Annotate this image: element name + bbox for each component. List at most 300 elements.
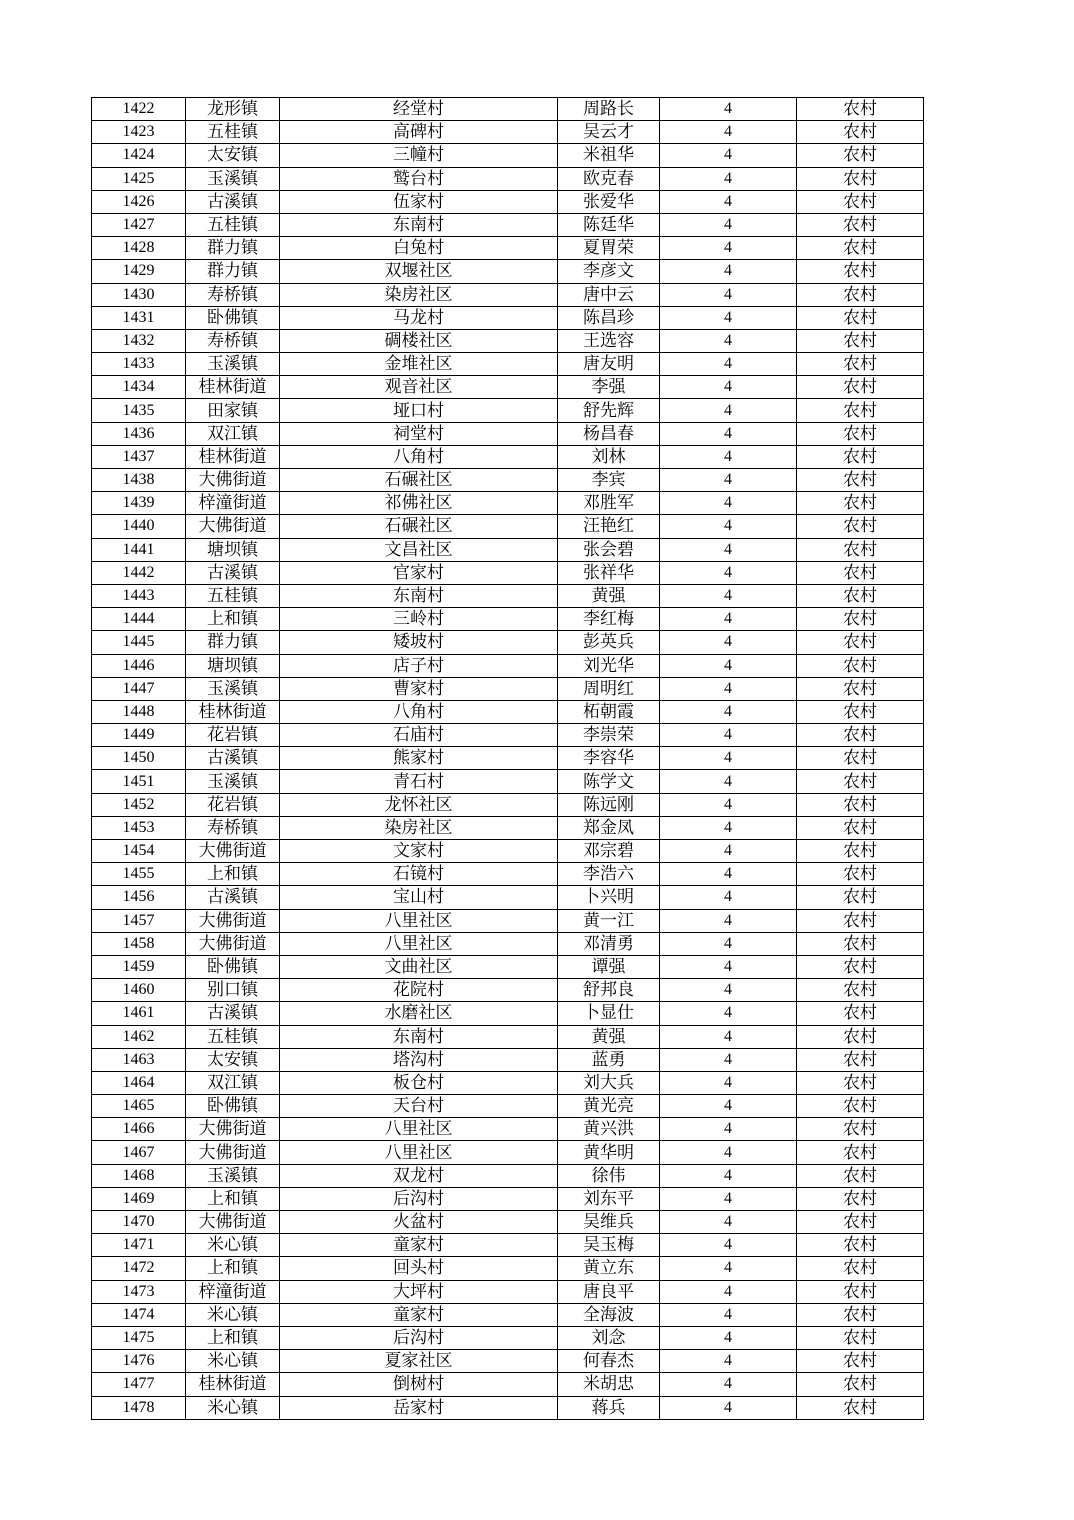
village-cell: 童家村 bbox=[280, 1303, 558, 1326]
serial-number-cell: 1434 bbox=[92, 376, 186, 399]
serial-number-cell: 1460 bbox=[92, 979, 186, 1002]
township-cell: 上和镇 bbox=[186, 863, 280, 886]
serial-number-cell: 1444 bbox=[92, 608, 186, 631]
serial-number-cell: 1427 bbox=[92, 213, 186, 236]
township-cell: 古溪镇 bbox=[186, 886, 280, 909]
count-cell: 4 bbox=[660, 515, 797, 538]
serial-number-cell: 1475 bbox=[92, 1326, 186, 1349]
name-cell: 卜显仕 bbox=[558, 1002, 660, 1025]
township-cell: 群力镇 bbox=[186, 237, 280, 260]
category-cell: 农村 bbox=[797, 1141, 924, 1164]
count-cell: 4 bbox=[660, 1141, 797, 1164]
township-cell: 寿桥镇 bbox=[186, 329, 280, 352]
township-cell: 上和镇 bbox=[186, 1257, 280, 1280]
table-row bbox=[92, 631, 924, 654]
township-cell: 米心镇 bbox=[186, 1303, 280, 1326]
category-cell: 农村 bbox=[797, 1071, 924, 1094]
category-cell: 农村 bbox=[797, 492, 924, 515]
township-cell: 古溪镇 bbox=[186, 561, 280, 584]
village-cell: 东南村 bbox=[280, 584, 558, 607]
table-row bbox=[92, 1303, 924, 1326]
count-cell: 4 bbox=[660, 909, 797, 932]
serial-number-cell: 1422 bbox=[92, 98, 186, 121]
category-cell: 农村 bbox=[797, 213, 924, 236]
name-cell: 李崇荣 bbox=[558, 724, 660, 747]
table-row bbox=[92, 979, 924, 1002]
name-cell: 李彦文 bbox=[558, 260, 660, 283]
count-cell: 4 bbox=[660, 1048, 797, 1071]
township-cell: 大佛街道 bbox=[186, 932, 280, 955]
category-cell: 农村 bbox=[797, 1211, 924, 1234]
village-cell: 八里社区 bbox=[280, 909, 558, 932]
table-row bbox=[92, 1141, 924, 1164]
name-cell: 李浩六 bbox=[558, 863, 660, 886]
township-cell: 桂林街道 bbox=[186, 376, 280, 399]
count-cell: 4 bbox=[660, 167, 797, 190]
township-cell: 米心镇 bbox=[186, 1396, 280, 1419]
name-cell: 刘林 bbox=[558, 445, 660, 468]
village-cell: 祠堂村 bbox=[280, 422, 558, 445]
township-cell: 双江镇 bbox=[186, 422, 280, 445]
count-cell: 4 bbox=[660, 700, 797, 723]
count-cell: 4 bbox=[660, 260, 797, 283]
name-cell: 郑金凤 bbox=[558, 816, 660, 839]
name-cell: 黄立东 bbox=[558, 1257, 660, 1280]
village-cell: 岳家村 bbox=[280, 1396, 558, 1419]
serial-number-cell: 1451 bbox=[92, 770, 186, 793]
table-row bbox=[92, 422, 924, 445]
serial-number-cell: 1470 bbox=[92, 1211, 186, 1234]
table-row bbox=[92, 121, 924, 144]
table-row bbox=[92, 1071, 924, 1094]
table-row bbox=[92, 1095, 924, 1118]
table-row bbox=[92, 213, 924, 236]
category-cell: 农村 bbox=[797, 979, 924, 1002]
name-cell: 欧克春 bbox=[558, 167, 660, 190]
table-row bbox=[92, 1164, 924, 1187]
count-cell: 4 bbox=[660, 584, 797, 607]
count-cell: 4 bbox=[660, 1187, 797, 1210]
village-cell: 东南村 bbox=[280, 1025, 558, 1048]
name-cell: 邓胜军 bbox=[558, 492, 660, 515]
category-cell: 农村 bbox=[797, 98, 924, 121]
count-cell: 4 bbox=[660, 144, 797, 167]
count-cell: 4 bbox=[660, 492, 797, 515]
count-cell: 4 bbox=[660, 1211, 797, 1234]
table-row bbox=[92, 1048, 924, 1071]
township-cell: 田家镇 bbox=[186, 399, 280, 422]
name-cell: 张会碧 bbox=[558, 538, 660, 561]
table-row bbox=[92, 144, 924, 167]
category-cell: 农村 bbox=[797, 399, 924, 422]
name-cell: 汪艳红 bbox=[558, 515, 660, 538]
township-cell: 古溪镇 bbox=[186, 1002, 280, 1025]
township-cell: 梓潼街道 bbox=[186, 492, 280, 515]
count-cell: 4 bbox=[660, 561, 797, 584]
township-cell: 花岩镇 bbox=[186, 793, 280, 816]
serial-number-cell: 1457 bbox=[92, 909, 186, 932]
table-row bbox=[92, 955, 924, 978]
name-cell: 黄一江 bbox=[558, 909, 660, 932]
category-cell: 农村 bbox=[797, 144, 924, 167]
table-row bbox=[92, 515, 924, 538]
name-cell: 王选容 bbox=[558, 329, 660, 352]
count-cell: 4 bbox=[660, 1118, 797, 1141]
category-cell: 农村 bbox=[797, 793, 924, 816]
table-row bbox=[92, 677, 924, 700]
name-cell: 何春杰 bbox=[558, 1350, 660, 1373]
count-cell: 4 bbox=[660, 979, 797, 1002]
table-row bbox=[92, 1025, 924, 1048]
village-cell: 八里社区 bbox=[280, 1141, 558, 1164]
village-cell: 天台村 bbox=[280, 1095, 558, 1118]
serial-number-cell: 1473 bbox=[92, 1280, 186, 1303]
township-cell: 太安镇 bbox=[186, 144, 280, 167]
township-cell: 太安镇 bbox=[186, 1048, 280, 1071]
township-cell: 卧佛镇 bbox=[186, 306, 280, 329]
serial-number-cell: 1438 bbox=[92, 469, 186, 492]
name-cell: 蓝勇 bbox=[558, 1048, 660, 1071]
township-cell: 大佛街道 bbox=[186, 1118, 280, 1141]
township-cell: 古溪镇 bbox=[186, 747, 280, 770]
township-cell: 寿桥镇 bbox=[186, 283, 280, 306]
township-cell: 玉溪镇 bbox=[186, 1164, 280, 1187]
table-row bbox=[92, 1234, 924, 1257]
name-cell: 全海波 bbox=[558, 1303, 660, 1326]
count-cell: 4 bbox=[660, 770, 797, 793]
serial-number-cell: 1447 bbox=[92, 677, 186, 700]
count-cell: 4 bbox=[660, 329, 797, 352]
township-cell: 塘坝镇 bbox=[186, 654, 280, 677]
serial-number-cell: 1423 bbox=[92, 121, 186, 144]
township-cell: 上和镇 bbox=[186, 1326, 280, 1349]
serial-number-cell: 1431 bbox=[92, 306, 186, 329]
table-row bbox=[92, 445, 924, 468]
name-cell: 陈远刚 bbox=[558, 793, 660, 816]
serial-number-cell: 1433 bbox=[92, 353, 186, 376]
name-cell: 陈廷华 bbox=[558, 213, 660, 236]
name-cell: 张爱华 bbox=[558, 190, 660, 213]
village-cell: 石镜村 bbox=[280, 863, 558, 886]
township-cell: 塘坝镇 bbox=[186, 538, 280, 561]
category-cell: 农村 bbox=[797, 770, 924, 793]
category-cell: 农村 bbox=[797, 654, 924, 677]
table-row bbox=[92, 353, 924, 376]
table-row bbox=[92, 1396, 924, 1419]
count-cell: 4 bbox=[660, 1396, 797, 1419]
village-cell: 童家村 bbox=[280, 1234, 558, 1257]
category-cell: 农村 bbox=[797, 1326, 924, 1349]
village-cell: 石庙村 bbox=[280, 724, 558, 747]
category-cell: 农村 bbox=[797, 1280, 924, 1303]
name-cell: 李强 bbox=[558, 376, 660, 399]
village-cell: 三岭村 bbox=[280, 608, 558, 631]
village-cell: 倒树村 bbox=[280, 1373, 558, 1396]
township-cell: 群力镇 bbox=[186, 631, 280, 654]
name-cell: 黄强 bbox=[558, 1025, 660, 1048]
serial-number-cell: 1443 bbox=[92, 584, 186, 607]
name-cell: 唐友明 bbox=[558, 353, 660, 376]
serial-number-cell: 1455 bbox=[92, 863, 186, 886]
village-cell: 夏家社区 bbox=[280, 1350, 558, 1373]
count-cell: 4 bbox=[660, 793, 797, 816]
table-row bbox=[92, 376, 924, 399]
serial-number-cell: 1439 bbox=[92, 492, 186, 515]
category-cell: 农村 bbox=[797, 909, 924, 932]
table-row bbox=[92, 260, 924, 283]
count-cell: 4 bbox=[660, 121, 797, 144]
table-row bbox=[92, 98, 924, 121]
count-cell: 4 bbox=[660, 283, 797, 306]
name-cell: 李容华 bbox=[558, 747, 660, 770]
serial-number-cell: 1454 bbox=[92, 840, 186, 863]
table-row bbox=[92, 584, 924, 607]
village-cell: 曹家村 bbox=[280, 677, 558, 700]
count-cell: 4 bbox=[660, 1373, 797, 1396]
village-cell: 马龙村 bbox=[280, 306, 558, 329]
name-cell: 黄光亮 bbox=[558, 1095, 660, 1118]
township-cell: 米心镇 bbox=[186, 1350, 280, 1373]
township-cell: 大佛街道 bbox=[186, 909, 280, 932]
village-cell: 回头村 bbox=[280, 1257, 558, 1280]
category-cell: 农村 bbox=[797, 260, 924, 283]
name-cell: 吴维兵 bbox=[558, 1211, 660, 1234]
table-row bbox=[92, 654, 924, 677]
village-cell: 东南村 bbox=[280, 213, 558, 236]
count-cell: 4 bbox=[660, 1326, 797, 1349]
roster-table bbox=[91, 97, 924, 1420]
count-cell: 4 bbox=[660, 1095, 797, 1118]
table-row bbox=[92, 700, 924, 723]
village-cell: 八里社区 bbox=[280, 932, 558, 955]
category-cell: 农村 bbox=[797, 1048, 924, 1071]
name-cell: 谭强 bbox=[558, 955, 660, 978]
category-cell: 农村 bbox=[797, 1118, 924, 1141]
name-cell: 米胡忠 bbox=[558, 1373, 660, 1396]
serial-number-cell: 1430 bbox=[92, 283, 186, 306]
serial-number-cell: 1448 bbox=[92, 700, 186, 723]
category-cell: 农村 bbox=[797, 932, 924, 955]
serial-number-cell: 1441 bbox=[92, 538, 186, 561]
village-cell: 后沟村 bbox=[280, 1187, 558, 1210]
serial-number-cell: 1466 bbox=[92, 1118, 186, 1141]
count-cell: 4 bbox=[660, 190, 797, 213]
village-cell: 后沟村 bbox=[280, 1326, 558, 1349]
name-cell: 李宾 bbox=[558, 469, 660, 492]
serial-number-cell: 1464 bbox=[92, 1071, 186, 1094]
count-cell: 4 bbox=[660, 840, 797, 863]
serial-number-cell: 1462 bbox=[92, 1025, 186, 1048]
category-cell: 农村 bbox=[797, 724, 924, 747]
table-row bbox=[92, 770, 924, 793]
village-cell: 双堰社区 bbox=[280, 260, 558, 283]
category-cell: 农村 bbox=[797, 422, 924, 445]
name-cell: 邓宗碧 bbox=[558, 840, 660, 863]
serial-number-cell: 1440 bbox=[92, 515, 186, 538]
serial-number-cell: 1450 bbox=[92, 747, 186, 770]
serial-number-cell: 1472 bbox=[92, 1257, 186, 1280]
count-cell: 4 bbox=[660, 1234, 797, 1257]
township-cell: 五桂镇 bbox=[186, 121, 280, 144]
table-row bbox=[92, 1002, 924, 1025]
name-cell: 吴玉梅 bbox=[558, 1234, 660, 1257]
village-cell: 矮坡村 bbox=[280, 631, 558, 654]
serial-number-cell: 1445 bbox=[92, 631, 186, 654]
village-cell: 八角村 bbox=[280, 700, 558, 723]
count-cell: 4 bbox=[660, 1002, 797, 1025]
category-cell: 农村 bbox=[797, 1234, 924, 1257]
category-cell: 农村 bbox=[797, 1095, 924, 1118]
category-cell: 农村 bbox=[797, 700, 924, 723]
township-cell: 玉溪镇 bbox=[186, 353, 280, 376]
name-cell: 刘东平 bbox=[558, 1187, 660, 1210]
table-row bbox=[92, 747, 924, 770]
count-cell: 4 bbox=[660, 654, 797, 677]
category-cell: 农村 bbox=[797, 538, 924, 561]
category-cell: 农村 bbox=[797, 1350, 924, 1373]
table-row bbox=[92, 793, 924, 816]
table-row bbox=[92, 608, 924, 631]
name-cell: 周明红 bbox=[558, 677, 660, 700]
category-cell: 农村 bbox=[797, 886, 924, 909]
table-row bbox=[92, 1326, 924, 1349]
count-cell: 4 bbox=[660, 747, 797, 770]
count-cell: 4 bbox=[660, 816, 797, 839]
township-cell: 米心镇 bbox=[186, 1234, 280, 1257]
table-row bbox=[92, 1280, 924, 1303]
village-cell: 龙怀社区 bbox=[280, 793, 558, 816]
village-cell: 水磨社区 bbox=[280, 1002, 558, 1025]
village-cell: 店子村 bbox=[280, 654, 558, 677]
serial-number-cell: 1426 bbox=[92, 190, 186, 213]
village-cell: 火盆村 bbox=[280, 1211, 558, 1234]
count-cell: 4 bbox=[660, 1350, 797, 1373]
category-cell: 农村 bbox=[797, 584, 924, 607]
table-row bbox=[92, 886, 924, 909]
serial-number-cell: 1428 bbox=[92, 237, 186, 260]
name-cell: 黄兴洪 bbox=[558, 1118, 660, 1141]
category-cell: 农村 bbox=[797, 631, 924, 654]
name-cell: 唐中云 bbox=[558, 283, 660, 306]
count-cell: 4 bbox=[660, 608, 797, 631]
name-cell: 杨昌春 bbox=[558, 422, 660, 445]
table-row bbox=[92, 469, 924, 492]
category-cell: 农村 bbox=[797, 1257, 924, 1280]
village-cell: 双龙村 bbox=[280, 1164, 558, 1187]
name-cell: 黄强 bbox=[558, 584, 660, 607]
category-cell: 农村 bbox=[797, 1396, 924, 1419]
serial-number-cell: 1429 bbox=[92, 260, 186, 283]
village-cell: 石碾社区 bbox=[280, 469, 558, 492]
count-cell: 4 bbox=[660, 445, 797, 468]
village-cell: 八角村 bbox=[280, 445, 558, 468]
township-cell: 双江镇 bbox=[186, 1071, 280, 1094]
township-cell: 群力镇 bbox=[186, 260, 280, 283]
name-cell: 刘大兵 bbox=[558, 1071, 660, 1094]
count-cell: 4 bbox=[660, 1025, 797, 1048]
township-cell: 上和镇 bbox=[186, 608, 280, 631]
village-cell: 三幢村 bbox=[280, 144, 558, 167]
table-row bbox=[92, 283, 924, 306]
township-cell: 别口镇 bbox=[186, 979, 280, 1002]
count-cell: 4 bbox=[660, 724, 797, 747]
name-cell: 邓清勇 bbox=[558, 932, 660, 955]
serial-number-cell: 1468 bbox=[92, 1164, 186, 1187]
category-cell: 农村 bbox=[797, 840, 924, 863]
count-cell: 4 bbox=[660, 353, 797, 376]
serial-number-cell: 1467 bbox=[92, 1141, 186, 1164]
table-row bbox=[92, 816, 924, 839]
table-row bbox=[92, 1257, 924, 1280]
village-cell: 染房社区 bbox=[280, 283, 558, 306]
township-cell: 玉溪镇 bbox=[186, 677, 280, 700]
township-cell: 五桂镇 bbox=[186, 1025, 280, 1048]
category-cell: 农村 bbox=[797, 237, 924, 260]
serial-number-cell: 1437 bbox=[92, 445, 186, 468]
count-cell: 4 bbox=[660, 213, 797, 236]
name-cell: 夏胃荣 bbox=[558, 237, 660, 260]
count-cell: 4 bbox=[660, 1164, 797, 1187]
category-cell: 农村 bbox=[797, 816, 924, 839]
serial-number-cell: 1435 bbox=[92, 399, 186, 422]
township-cell: 寿桥镇 bbox=[186, 816, 280, 839]
serial-number-cell: 1465 bbox=[92, 1095, 186, 1118]
count-cell: 4 bbox=[660, 863, 797, 886]
category-cell: 农村 bbox=[797, 329, 924, 352]
count-cell: 4 bbox=[660, 538, 797, 561]
table-row bbox=[92, 1187, 924, 1210]
name-cell: 陈学文 bbox=[558, 770, 660, 793]
name-cell: 刘念 bbox=[558, 1326, 660, 1349]
name-cell: 柘朝霞 bbox=[558, 700, 660, 723]
count-cell: 4 bbox=[660, 886, 797, 909]
table-row bbox=[92, 1211, 924, 1234]
name-cell: 彭英兵 bbox=[558, 631, 660, 654]
township-cell: 花岩镇 bbox=[186, 724, 280, 747]
village-cell: 八里社区 bbox=[280, 1118, 558, 1141]
table-row bbox=[92, 724, 924, 747]
serial-number-cell: 1436 bbox=[92, 422, 186, 445]
village-cell: 观音社区 bbox=[280, 376, 558, 399]
table-row bbox=[92, 1118, 924, 1141]
township-cell: 龙形镇 bbox=[186, 98, 280, 121]
village-cell: 熊家村 bbox=[280, 747, 558, 770]
category-cell: 农村 bbox=[797, 515, 924, 538]
village-cell: 白兔村 bbox=[280, 237, 558, 260]
village-cell: 大坪村 bbox=[280, 1280, 558, 1303]
serial-number-cell: 1425 bbox=[92, 167, 186, 190]
village-cell: 文昌社区 bbox=[280, 538, 558, 561]
count-cell: 4 bbox=[660, 1280, 797, 1303]
category-cell: 农村 bbox=[797, 1373, 924, 1396]
table-row bbox=[92, 1373, 924, 1396]
village-cell: 官家村 bbox=[280, 561, 558, 584]
category-cell: 农村 bbox=[797, 955, 924, 978]
table-row bbox=[92, 399, 924, 422]
category-cell: 农村 bbox=[797, 283, 924, 306]
table-row bbox=[92, 840, 924, 863]
count-cell: 4 bbox=[660, 237, 797, 260]
village-cell: 垭口村 bbox=[280, 399, 558, 422]
serial-number-cell: 1453 bbox=[92, 816, 186, 839]
township-cell: 玉溪镇 bbox=[186, 167, 280, 190]
name-cell: 徐伟 bbox=[558, 1164, 660, 1187]
township-cell: 古溪镇 bbox=[186, 190, 280, 213]
category-cell: 农村 bbox=[797, 376, 924, 399]
township-cell: 上和镇 bbox=[186, 1187, 280, 1210]
township-cell: 桂林街道 bbox=[186, 445, 280, 468]
count-cell: 4 bbox=[660, 306, 797, 329]
